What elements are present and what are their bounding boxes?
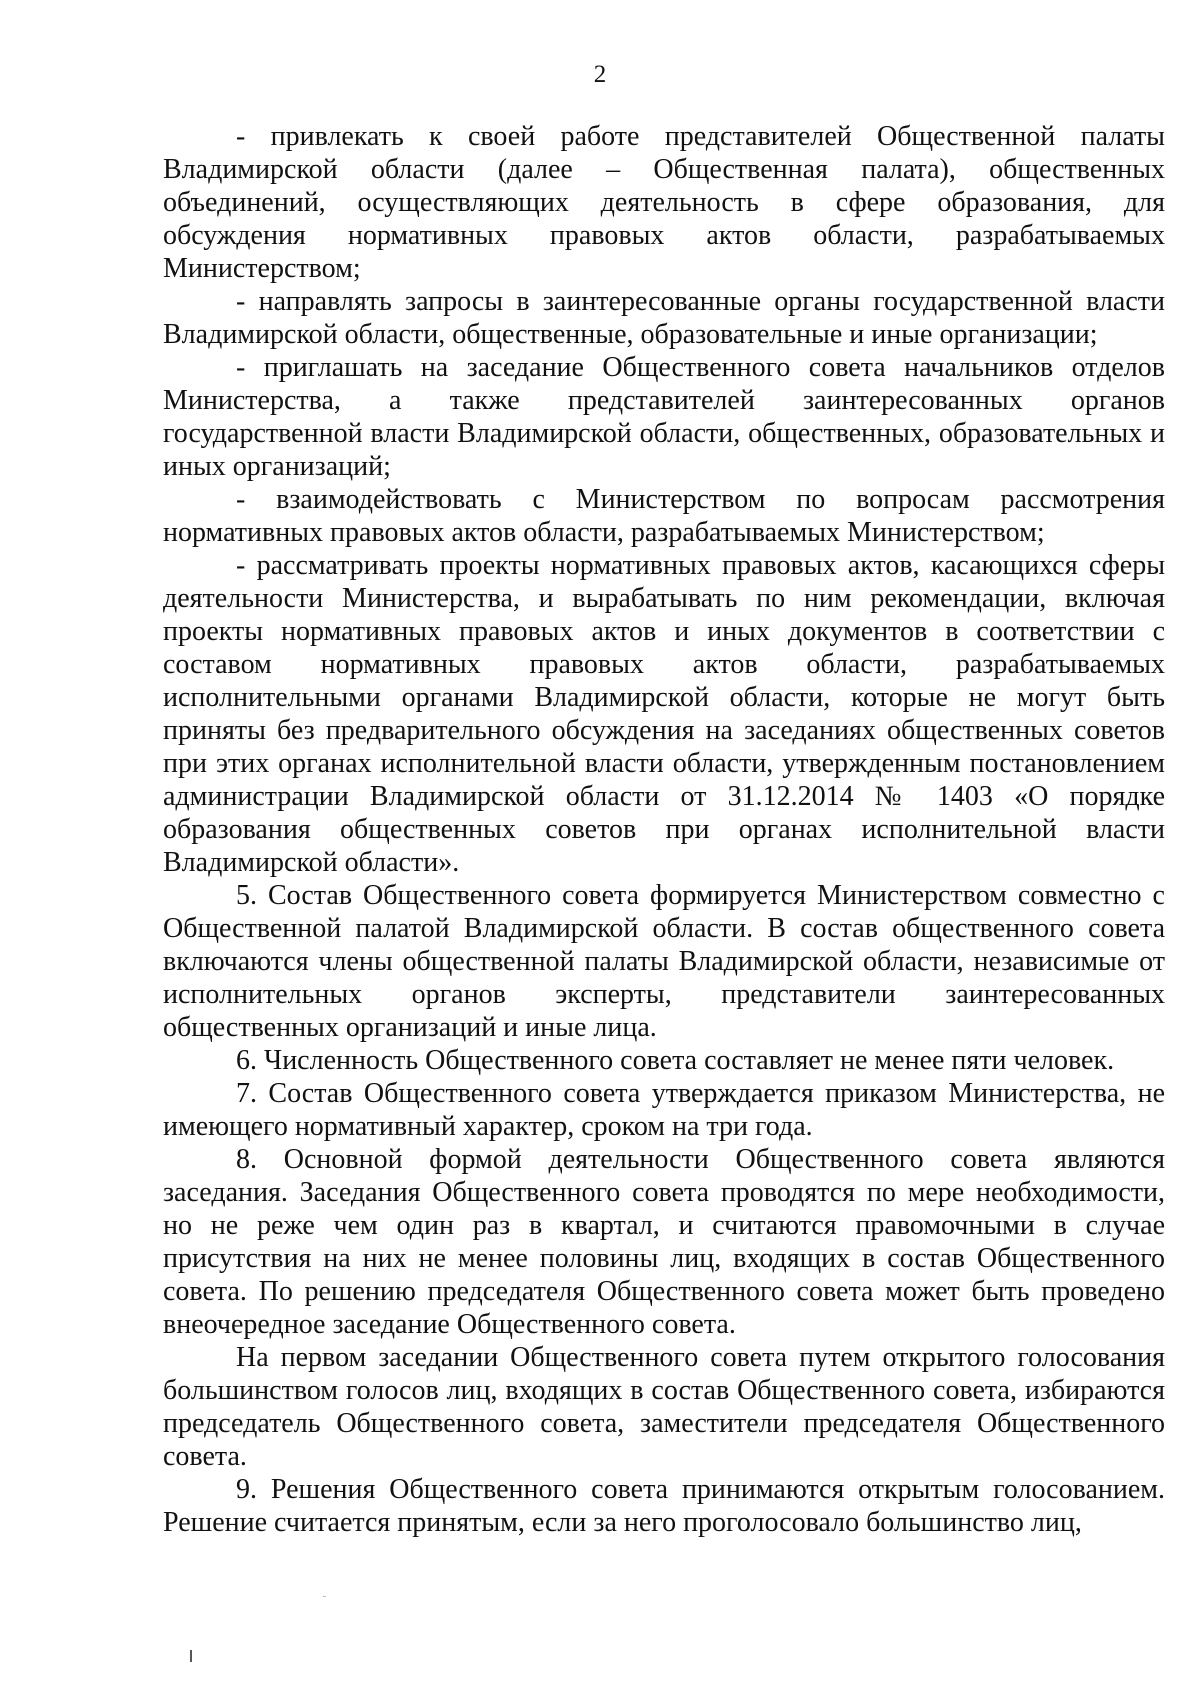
paragraph-first-meeting-election: На первом заседании Общественного совета путем открытого голосования большинством голосов лиц, входящих в состав Общественного совета, избираются председатель Общественного совета, заместители председателя Общественного совета. bbox=[163, 1342, 1165, 1472]
paragraph-attract-representatives: - привлекать к своей работе представителей Общественной палаты Владимирской области (далее – Общественная палата), общественных объединений, осуществляющих деятельность в сфере образования, для обсуждения нормативных правовых актов области, разрабатываемых Министерством; bbox=[163, 121, 1165, 284]
paragraph-item-6-size: 6. Численность Общественного совета составляет не менее пяти человек. bbox=[236, 1045, 1115, 1076]
scan-artifact-mark bbox=[190, 1650, 192, 1662]
paragraph-interact-with-ministry: - взаимодействовать с Министерством по вопросам рассмотрения нормативных правовых актов области, разрабатываемых Министерством; bbox=[163, 484, 1165, 548]
paragraph-item-5-composition: 5. Состав Общественного совета формируется Министерством совместно с Общественной палатой Владимирской области. В состав общественного совета включаются члены общественной палаты Владимирской области, независимые от исполнительных органов эксперты, представители заинтересованных общественных организаций и иные лица. bbox=[163, 880, 1165, 1043]
scan-artifact-dot bbox=[323, 1596, 326, 1597]
paragraph-item-8-meetings: 8. Основной формой деятельности Общественного совета являются заседания. Заседания Общественного совета проводятся по мере необходимости, но не реже чем один раз в квартал, и считаются правомочными в случае присутствия на них не менее половины лиц, входящих в состав Общественного совета. По решению председателя Общественного совета может быть проведено внеочередное заседание Общественного совета. bbox=[163, 1144, 1165, 1340]
document-body bbox=[163, 120, 1165, 1539]
paragraph-item-9-decisions: 9. Решения Общественного совета принимаются открытым голосованием. Решение считается принятым, если за него проголосовало большинство лиц, bbox=[163, 1474, 1165, 1538]
paragraph-item-7-approval: 7. Состав Общественного совета утверждается приказом Министерства, не имеющего нормативный характер, сроком на три года. bbox=[163, 1078, 1165, 1142]
page-number: 2 bbox=[593, 61, 607, 88]
paragraph-send-requests: - направлять запросы в заинтересованные органы государственной власти Владимирской области, общественные, образовательные и иные организации; bbox=[163, 286, 1165, 350]
paragraph-review-draft-acts: - рассматривать проекты нормативных правовых актов, касающихся сферы деятельности Министерства, и вырабатывать по ним рекомендации, включая проекты нормативных правовых актов и иных документов в соответствии с составом нормативных правовых актов области, разрабатываемых исполнительными органами Владимирской области, которые не могут быть приняты без предварительного обсуждения на заседаниях общественных советов при этих органах исполнительной власти области, утвержденным постановлением администрации Владимирской области от 31.12.2014 № 1403 «О порядке образования общественных советов при органах исполнительной власти Владимирской области». bbox=[163, 550, 1165, 878]
paragraph-invite-to-meeting: - приглашать на заседание Общественного совета начальников отделов Министерства, а также представителей заинтересованных органов государственной власти Владимирской области, общественных, образовательных и иных организаций; bbox=[163, 352, 1165, 482]
